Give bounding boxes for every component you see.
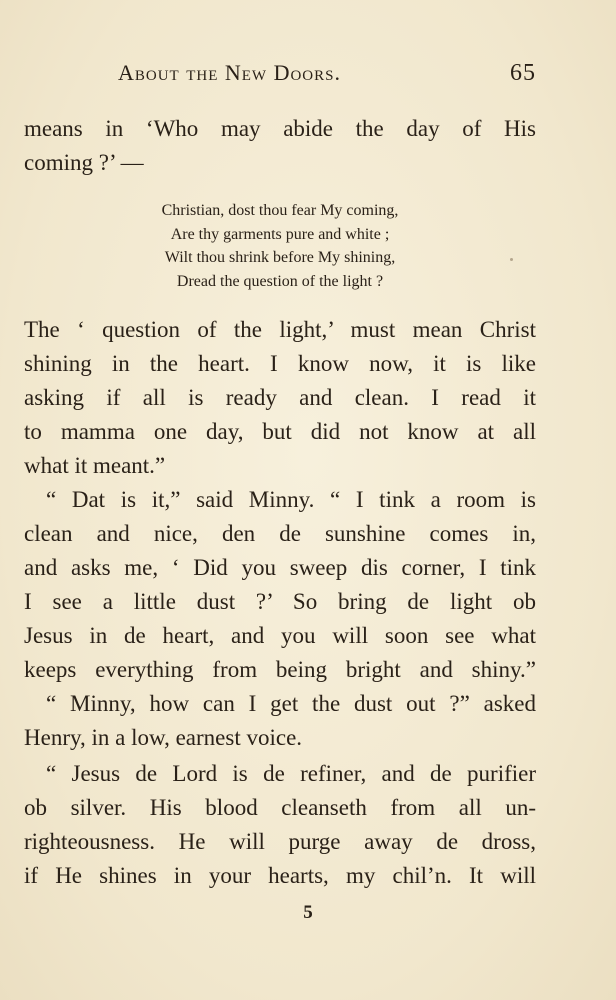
paragraph-line: Jesus in de heart, and you will soon see what (24, 623, 536, 648)
paragraph-line: “ Jesus de Lord is de refiner, and de purifier (46, 761, 536, 786)
poem-stanza (24, 199, 536, 293)
paragraph-line: I see a little dust ?’ So bring de light ob (24, 589, 536, 614)
paragraph-line: what it meant.” (24, 453, 166, 478)
poem-line: Are thy garments pure and white ; (170, 225, 390, 243)
running-head (24, 60, 536, 92)
paragraph-line: ob silver. His blood cleanseth from all un- (24, 795, 536, 820)
opening-line-1: means in ‘Who may abide the day of His (24, 116, 536, 141)
page-number: 65 (510, 60, 536, 86)
paragraph-line: shining in the heart. I know now, it is like (24, 351, 536, 376)
paragraph-line: if He shines in your hearts, my chil’n. It will (24, 863, 536, 888)
paragraph-line: “ Minny, how can I get the dust out ?” asked (46, 691, 536, 716)
paragraph-line: The ‘ question of the light,’ must mean Christ (24, 317, 536, 342)
signature-mark: 5 (303, 902, 313, 923)
poem-line: Christian, dost thou fear My coming, (161, 202, 399, 219)
paper-speck (510, 258, 513, 261)
paragraph-line: Henry, in a low, earnest voice. (24, 725, 303, 750)
opening-line-2: coming ?’ — (24, 150, 144, 175)
poem-line: Wilt thou shrink before My shining, (164, 249, 396, 266)
paragraph-line: “ Dat is it,” said Minny. “ I tink a room is (46, 487, 536, 512)
paragraph-line: and asks me, ‘ Did you sweep dis corner, I tink (24, 555, 536, 580)
poem-line: Dread the question of the light ? (176, 272, 384, 290)
paragraph-line: righteousness. He will purge away de dross, (24, 829, 536, 854)
running-title: About the New Doors. (118, 60, 341, 85)
paragraph-line: keeps everything from being bright and shiny.” (24, 657, 536, 682)
paragraph-line: asking if all is ready and clean. I read it (24, 385, 536, 410)
paragraph-line: clean and nice, den de sunshine comes in, (24, 521, 536, 546)
paragraph-line: to mamma one day, but did not know at all (24, 419, 536, 444)
